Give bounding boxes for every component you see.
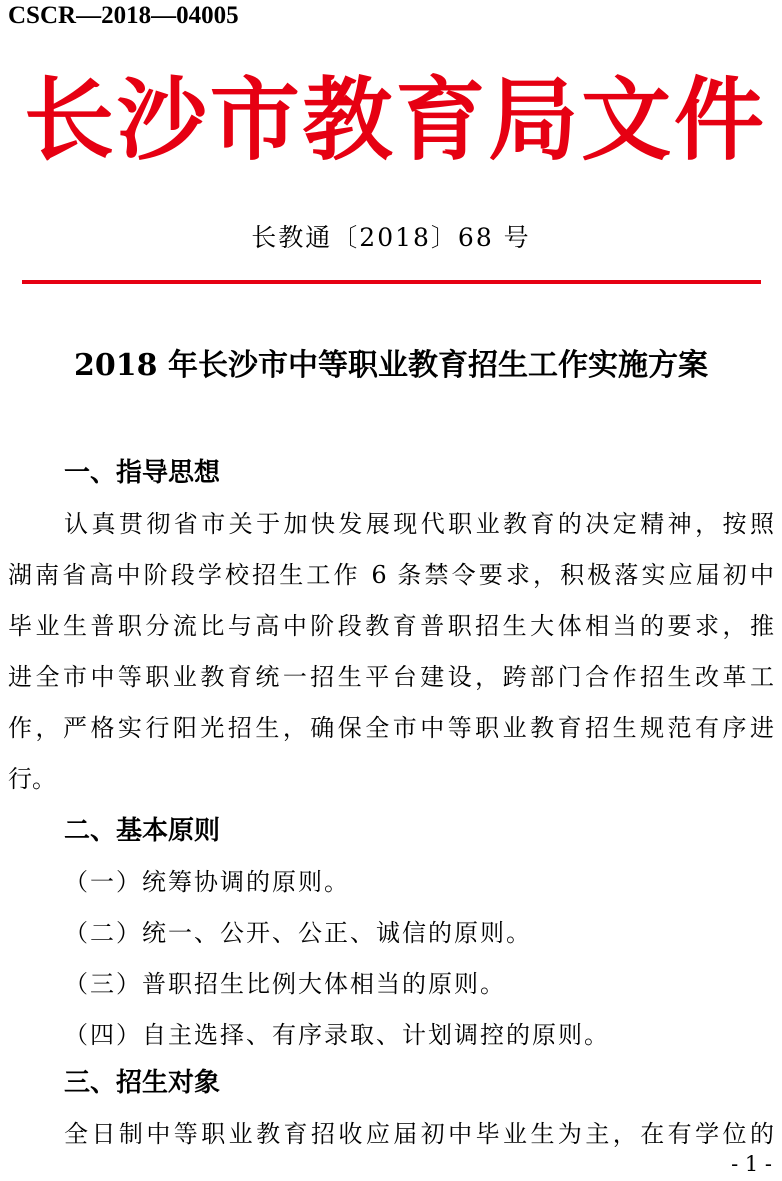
paragraph-line: 湖南省高中阶段学校招生工作 6 条禁令要求，积极落实应届初中 xyxy=(8,561,774,589)
paragraph-line: 认真贯彻省市关于加快发展现代职业教育的决定精神，按照 xyxy=(64,510,774,538)
masthead-char: 件 xyxy=(673,68,764,173)
paragraph-line: 作，严格实行阳光招生，确保全市中等职业教育招生规范有序进 xyxy=(8,714,774,742)
masthead-title xyxy=(24,66,764,176)
masthead-char: 育 xyxy=(395,68,486,173)
page-number: - 1 - xyxy=(731,1152,772,1176)
red-divider-line xyxy=(22,280,761,284)
paragraph-line: 行。 xyxy=(8,765,56,793)
document-number: 长教通〔2018〕68 号 xyxy=(251,223,531,252)
principle-item: （二）统一、公开、公正、诚信的原则。 xyxy=(64,919,532,947)
principle-item: （三）普职招生比例大体相当的原则。 xyxy=(64,970,506,998)
paragraph-line: 毕业生普职分流比与高中阶段教育普职招生大体相当的要求，推 xyxy=(8,612,774,640)
document-title: 2018 年长沙市中等职业教育招生工作实施方案 xyxy=(74,348,708,383)
section-heading-enrollment-targets: 三、招生对象 xyxy=(64,1068,221,1098)
principle-item: （一）统筹协调的原则。 xyxy=(64,868,350,896)
section-heading-guiding-ideology: 一、指导思想 xyxy=(64,458,221,488)
masthead-char: 长 xyxy=(24,68,114,173)
masthead-char: 局 xyxy=(488,68,579,173)
masthead-char: 教 xyxy=(302,68,393,173)
section-heading-basic-principles: 二、基本原则 xyxy=(64,816,221,846)
paragraph-line: 全日制中等职业教育招收应届初中毕业生为主，在有学位的 xyxy=(64,1120,774,1148)
principle-item: （四）自主选择、有序录取、计划调控的原则。 xyxy=(64,1021,610,1049)
masthead-char: 文 xyxy=(581,68,672,173)
document-code: CSCR—2018—04005 xyxy=(8,2,239,29)
paragraph-line: 进全市中等职业教育统一招生平台建设，跨部门合作招生改革工 xyxy=(8,663,774,691)
masthead-char: 市 xyxy=(209,68,300,173)
masthead-char: 沙 xyxy=(116,68,207,173)
